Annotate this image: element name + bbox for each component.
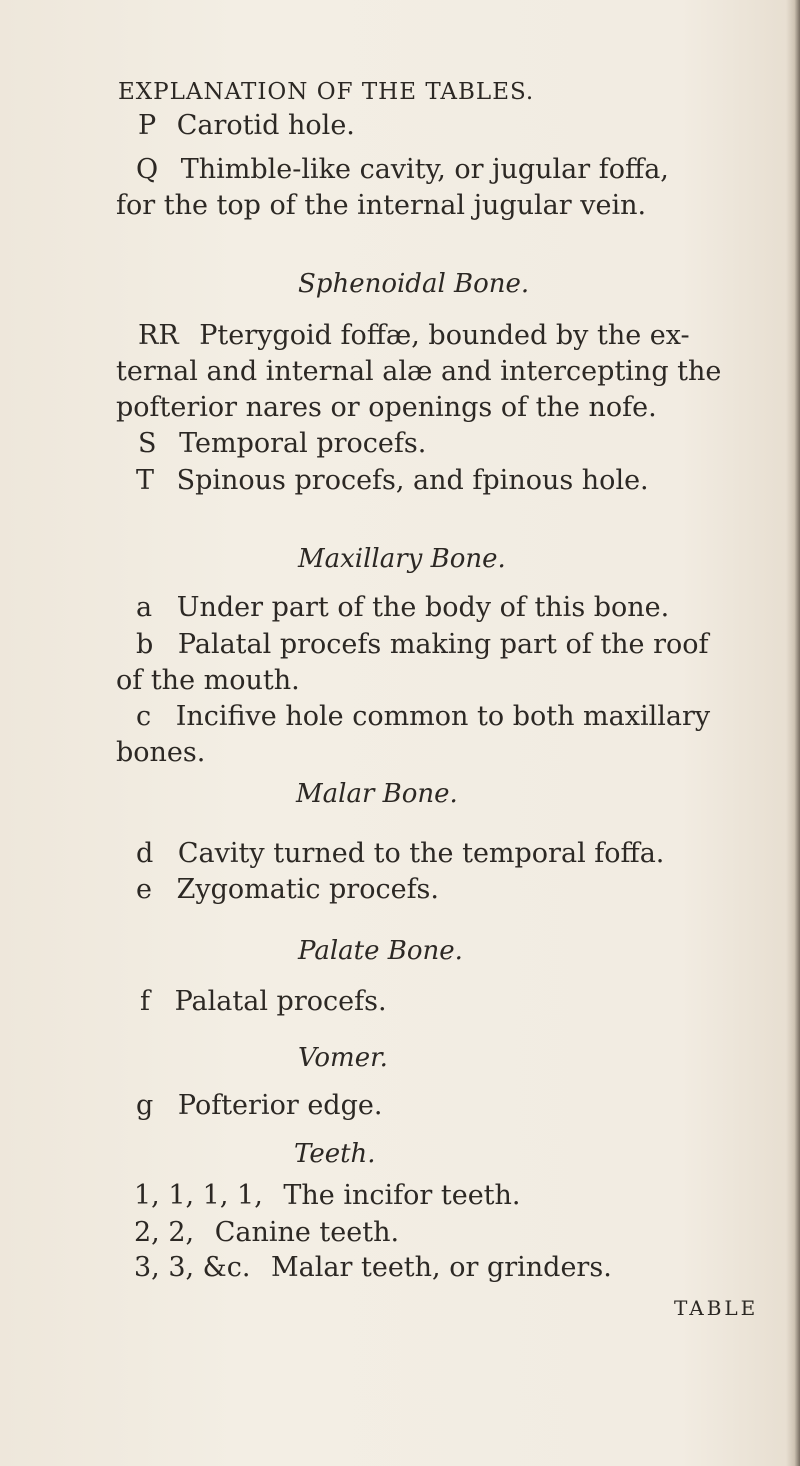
entry-key: f — [140, 986, 150, 1017]
entry-text: Spinous procefs, and fpinous hole. — [176, 465, 649, 496]
entry-c-continued: bones. — [116, 737, 206, 768]
entry-d — [136, 838, 664, 870]
entry-teeth-3 — [134, 1252, 612, 1284]
entry-S — [138, 428, 426, 460]
section-heading-vomer: Vomer. — [298, 1043, 388, 1073]
entry-text: Palatal procefs making part of the roof — [177, 629, 709, 660]
entry-f — [140, 986, 387, 1018]
entry-RR-continued-2: pofterior nares or openings of the nofe. — [116, 392, 657, 423]
entry-c — [136, 701, 710, 733]
entry-teeth-1 — [134, 1180, 521, 1212]
running-head: EXPLANATION OF THE TABLES. — [118, 79, 535, 105]
section-heading-sphenoidal: Sphenoidal Bone. — [298, 269, 530, 299]
entry-text: Canine teeth. — [214, 1217, 400, 1248]
entry-key: 1, 1, 1, 1, — [134, 1180, 263, 1211]
entry-text: Pofterior edge. — [177, 1090, 383, 1121]
entry-key: b — [136, 629, 154, 660]
section-heading-maxillary: Maxillary Bone. — [298, 544, 506, 574]
entry-key: RR — [138, 320, 179, 351]
entry-RR — [138, 320, 690, 352]
entry-Q — [136, 154, 669, 186]
entry-teeth-2 — [134, 1217, 399, 1249]
entry-text: Temporal procefs. — [179, 428, 427, 459]
entry-b — [136, 629, 709, 661]
entry-text: Palatal procefs. — [174, 986, 387, 1017]
entry-b-continued: of the mouth. — [116, 665, 300, 696]
entry-key: S — [138, 428, 157, 459]
entry-text: Pterygoid foffæ, bounded by the ex- — [199, 320, 690, 351]
catchword: TABLE — [674, 1296, 759, 1320]
entry-text: The incifor teeth. — [283, 1180, 521, 1211]
entry-key: Q — [136, 154, 159, 185]
entry-text: Thimble-like cavity, or jugular foffa, — [180, 154, 669, 185]
entry-key: P — [138, 110, 157, 141]
entry-a — [136, 592, 669, 624]
section-heading-teeth: Teeth. — [294, 1139, 376, 1169]
page-edge-shadow — [786, 0, 800, 1466]
entry-P — [138, 110, 355, 142]
entry-text: Under part of the body of this bone. — [176, 592, 670, 623]
section-heading-malar: Malar Bone. — [296, 779, 458, 809]
entry-Q-continued: for the top of the internal jugular vein. — [116, 190, 647, 221]
entry-RR-continued-1: ternal and internal alæ and intercepting the — [116, 356, 722, 387]
entry-key: 3, 3, &c. — [134, 1252, 251, 1283]
entry-e — [136, 874, 439, 906]
entry-key: T — [136, 465, 155, 496]
entry-key: a — [136, 592, 153, 623]
entry-text: Incifive hole common to both maxillary — [175, 701, 711, 732]
entry-key: 2, 2, — [134, 1217, 195, 1248]
entry-key: g — [136, 1090, 154, 1121]
entry-text: Carotid hole. — [176, 110, 355, 141]
entry-text: Cavity turned to the temporal foffa. — [177, 838, 665, 869]
entry-key: d — [136, 838, 154, 869]
entry-g — [136, 1090, 382, 1122]
entry-text: Malar teeth, or grinders. — [271, 1252, 612, 1283]
entry-key: e — [136, 874, 152, 905]
entry-text: Zygomatic procefs. — [176, 874, 439, 905]
section-heading-palate: Palate Bone. — [298, 936, 463, 966]
entry-key: c — [136, 701, 152, 732]
entry-T — [136, 465, 649, 497]
